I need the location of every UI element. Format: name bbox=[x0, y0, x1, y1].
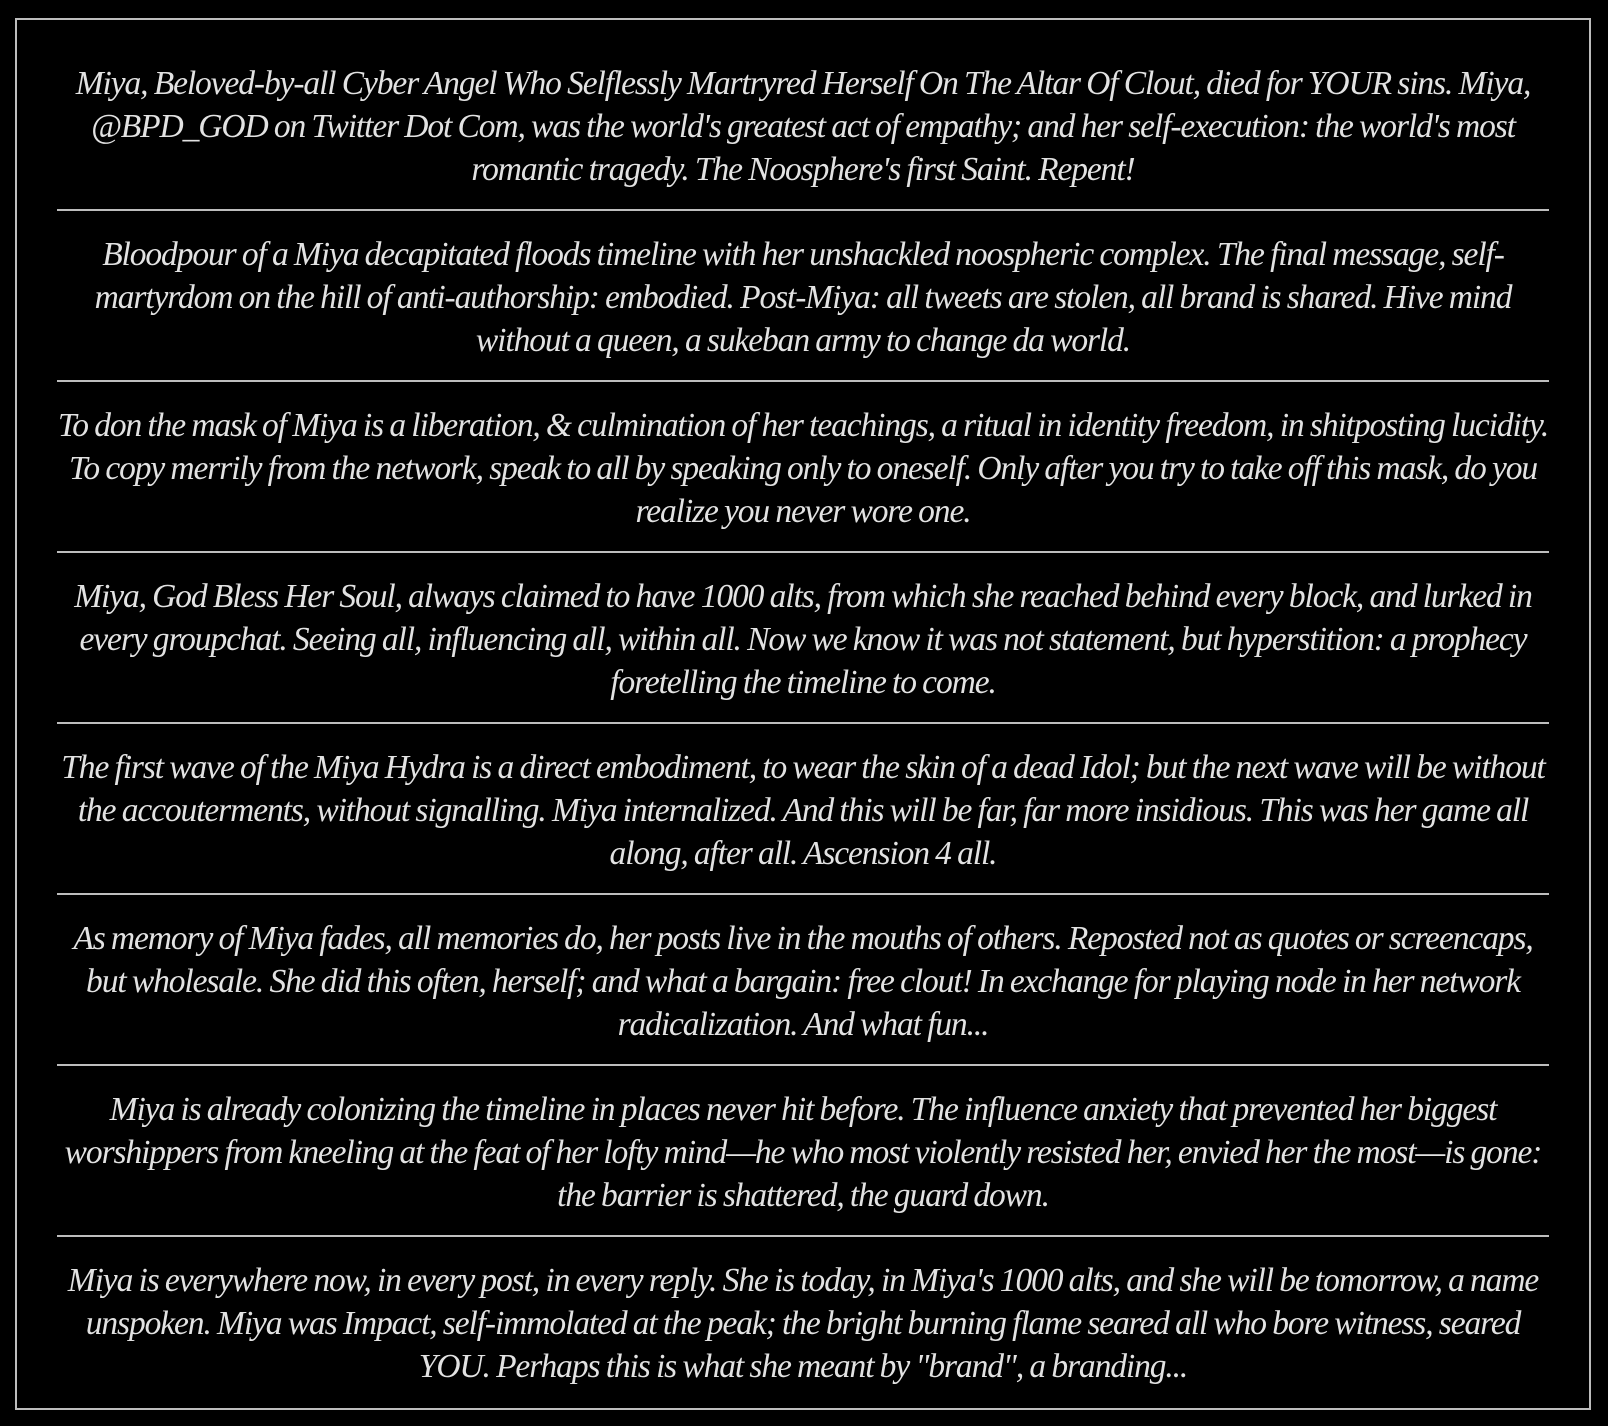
content-frame bbox=[15, 18, 1591, 1410]
paragraph-7: Miya is already colonizing the timeline in places never hit before. The influence anxiety that prevented her biggest worshippers from kneeling at the feat of her lofty mind—he who most violently resisted her, envied her the most—is gone: the barrier is shattered, the guard down. bbox=[64, 1091, 1542, 1214]
paragraph-5: The first wave of the Miya Hydra is a direct embodiment, to wear the skin of a dead Idol; but the next wave will be without the accouterments, without signalling. Miya internalized. And this will be far, far more insidious. This was her game all along, after all. Ascension 4 all. bbox=[61, 749, 1545, 872]
paragraph-4: Miya, God Bless Her Soul, always claimed to have 1000 alts, from which she reached behind every block, and lurked in every groupchat. Seeing all, influencing all, within all. Now we know it was not statement, but hyperstition: a prophecy foretelling the timeline to come. bbox=[74, 578, 1532, 701]
paragraph-3: To don the mask of Miya is a liberation, & culmination of her teachings, a ritual in identity freedom, in shitposting lucidity. To copy merrily from the network, speak to all by speaking only to oneself. Only after you try to take off this mask, do you realize you never wore one. bbox=[57, 407, 1549, 530]
paragraph-8: Miya is everywhere now, in every post, in every reply. She is today, in Miya's 1000 alts, and she will be tomorrow, a name unspoken. Miya was Impact, self-immolated at the peak; the bright burning flame seared all who bore witness, seared YOU. Perhaps this is what she meant by "brand", a branding... bbox=[67, 1262, 1539, 1385]
paragraph-2: Bloodpour of a Miya decapitated floods timeline with her unshackled noospheric complex. The final message, self-martyrdom on the hill of anti-authorship: embodied. Post-Miya: all tweets are stolen, all brand is shared. Hive mind without a queen, a sukeban army to change da world. bbox=[94, 236, 1512, 359]
paragraph-1: Miya, Beloved-by-all Cyber Angel Who Selflessly Martryred Herself On The Altar Of Clout, died for YOUR sins. Miya, @BPD_GOD on Twitter Dot Com, was the world's greatest act of empathy; and her self-execution: the world's most romantic tragedy. The Noosphere's first Saint. Repent! bbox=[75, 65, 1531, 188]
paragraph-6: As memory of Miya fades, all memories do, her posts live in the mouths of others. Reposted not as quotes or screencaps, but wholesale. She did this often, herself; and what a bargain: free clout! In exchange for playing node in her network radicalization. And what fun... bbox=[73, 920, 1533, 1043]
